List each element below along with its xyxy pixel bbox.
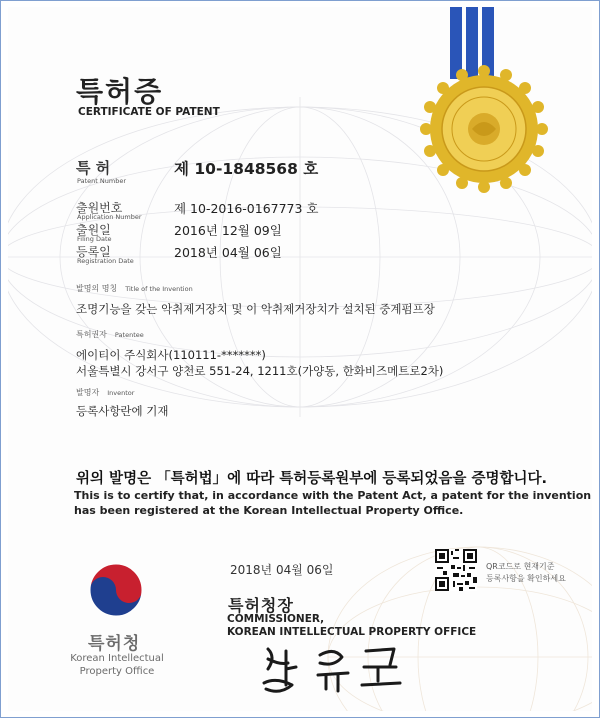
registration-date-label: 등록일 xyxy=(76,245,111,259)
patent-certificate xyxy=(8,7,592,711)
commissioner-title-english-line1: COMMISSIONER, xyxy=(227,613,325,625)
patent-number-label-english: Patent Number xyxy=(77,177,127,185)
patentee-label-korean: 특허권자 xyxy=(76,330,107,339)
application-number-value: 제 10-2016-0167773 호 xyxy=(174,201,319,216)
inventor-value: 등록사항란에 기재 xyxy=(76,404,169,418)
certification-statement-korean: 위의 발명은 「특허법」에 따라 특허등록원부에 등록되었음을 증명합니다. xyxy=(76,471,547,487)
invention-title-label xyxy=(76,283,193,294)
filing-date-value: 2016년 12월 09일 xyxy=(174,223,282,238)
qr-note-line1: QR코드로 현재기준 xyxy=(486,562,555,571)
certificate-title-english: CERTIFICATE OF PATENT xyxy=(78,106,220,118)
filing-date-label-english: Filing Date xyxy=(77,235,112,243)
qr-code-icon[interactable] xyxy=(435,549,477,591)
certification-statement-english-line1: This is to certify that, in accordance with the Patent Act, a patent for the invention xyxy=(74,489,592,502)
qr-note-line2: 등록사항을 확인하세요 xyxy=(486,574,566,583)
commissioner-signature xyxy=(258,637,408,699)
registration-date-label-english: Registration Date xyxy=(77,257,134,265)
inventor-label-korean: 발명자 xyxy=(76,388,100,397)
patentee-label xyxy=(76,329,144,340)
patentee-name: 에이티이 주식회사(110111-*******) xyxy=(76,348,266,362)
application-number-label-english: Application Number xyxy=(77,213,142,221)
invention-title-label-korean: 발명의 명칭 xyxy=(76,284,118,293)
kipo-name-korean: 특허청 xyxy=(88,634,141,654)
inventor-label-english: Inventor xyxy=(107,389,135,397)
registration-date-value: 2018년 04월 06일 xyxy=(174,245,282,260)
patentee-label-english: Patentee xyxy=(114,331,144,339)
kipo-name-english-line2: Property Office xyxy=(79,666,155,677)
application-number-label: 출원번호 xyxy=(76,201,123,215)
kipo-name-english-line1: Korean Intellectual xyxy=(70,653,164,664)
issue-date: 2018년 04월 06일 xyxy=(230,563,334,577)
invention-title-value: 조명기능을 갖는 악취제거장치 및 이 악취제거장치가 설치된 중계펌프장 xyxy=(76,302,435,316)
patentee-address: 서울특별시 강서구 양천로 551-24, 1211호(가양동, 한화비즈메트로2차) xyxy=(76,364,444,378)
gold-seal-icon xyxy=(420,65,548,193)
kipo-taegeuk-logo-icon xyxy=(88,562,144,618)
inventor-label xyxy=(76,387,134,398)
commissioner-title-english-line2: KOREAN INTELLECTUAL PROPERTY OFFICE xyxy=(227,626,477,638)
invention-title-label-english: Title of the Invention xyxy=(125,285,193,293)
filing-date-label: 출원일 xyxy=(76,223,111,237)
patent-number-label: 특 허 xyxy=(76,159,111,177)
certificate-title: 특허증 xyxy=(76,75,164,108)
patent-number-value: 제 10-1848568 호 xyxy=(174,160,319,178)
commissioner-title-korean: 특허청장 xyxy=(228,596,294,615)
certification-statement-english-line2: has been registered at the Korean Intellectual Property Office. xyxy=(74,504,464,517)
